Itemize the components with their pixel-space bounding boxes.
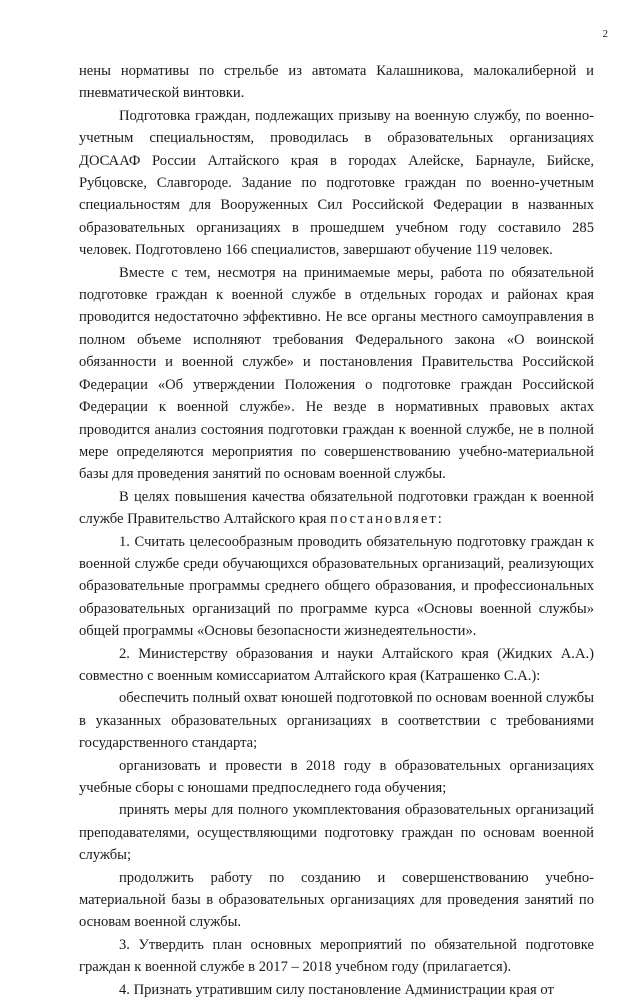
paragraph-item-4: 4. Признать утратившим силу постановление Администрации края от — [119, 981, 554, 998]
paragraph-continuation: нены нормативы по стрельбе из автомата Калашникова, малокалиберной и пневматической винтовки. — [79, 63, 594, 102]
paragraph-resolution-intro — [79, 486, 594, 531]
document-body — [79, 60, 594, 1001]
paragraph-item-1: 1. Считать целесообразным проводить обязательную подготовку граждан к военной службе среди обучающихся образовательных организаций, реализующих образовательные программы среднего общего образования, и профессиональных образовательных организаций по программе курса «Основы военной службы» общей программы «Основы безопасности жизнедеятельности». — [79, 533, 594, 640]
resolution-keyword: постановляет — [330, 511, 438, 528]
paragraph-deficiencies: Вместе с тем, несмотря на принимаемые меры, работа по обязательной подготовке граждан к военной службе в отдельных городах и районах края проводится недостаточно эффективно. Не все органы местного самоуправления в полном объеме исполняют требования Федерального закона «О воинской обязанности и военной службе» и постановления Правительства Российской Федерации «Об утверждении Положения о подготовке граждан Российской Федерации к военной службе». Не везде в нормативных правовых актах проводится анализ состояния подготовки граждан к военной службе, не в полной мере определяются мероприятия по совершенствованию учебно-материальной базы для проведения занятий по основам военной службы. — [79, 264, 594, 483]
paragraph-item-3: 3. Утвердить план основных мероприятий по обязательной подготовке граждан к военной службе в 2017 – 2018 учебном году (прилагается). — [79, 936, 594, 976]
paragraph-item-2-coverage: обеспечить полный охват юношей подготовкой по основам военной службы в указанных образовательных организациях в соответствии с требованиями государственного стандарта; — [79, 690, 594, 752]
resolution-intro-text: В целях повышения качества обязательной подготовки граждан к военной службе Правительство Алтайского края — [79, 488, 594, 528]
paragraph-item-2: 2. Министерству образования и науки Алтайского края (Жидких А.А.) совместно с военным комиссариатом Алтайского края (Катрашенко С.А.): — [79, 645, 594, 684]
resolution-colon: : — [437, 511, 442, 528]
paragraph-item-2-material-base: продолжить работу по созданию и совершенствованию учебно-материальной базы в образовательных организациях для проведения занятий по основам военной службы. — [79, 869, 594, 931]
paragraph-item-2-training-camps: организовать и провести в 2018 году в образовательных организациях учебные сборы с юношами предпоследнего года обучения; — [79, 757, 594, 796]
paragraph-item-2-staffing: принять меры для полного укомплектования образовательных организаций преподавателями, осуществляющими подготовку граждан по основам военной службы; — [79, 802, 594, 864]
paragraph-training-vus: Подготовка граждан, подлежащих призыву на военную службу, по военно-учетным специальностям, проводилась в образовательных организациях ДОСААФ России Алтайского края в городах Алейске, Барнауле, Бийске, Рубцовске, Славгороде. Задание по подготовке граждан по военно-учетным специальностям для Вооруженных Сил Российской Федерации в названных образовательных организациях в прошедшем учебном году составило 285 человек. Подготовлено 166 специалистов, завершают обучение 119 человек. — [79, 107, 594, 259]
page-number: 2 — [602, 28, 608, 40]
